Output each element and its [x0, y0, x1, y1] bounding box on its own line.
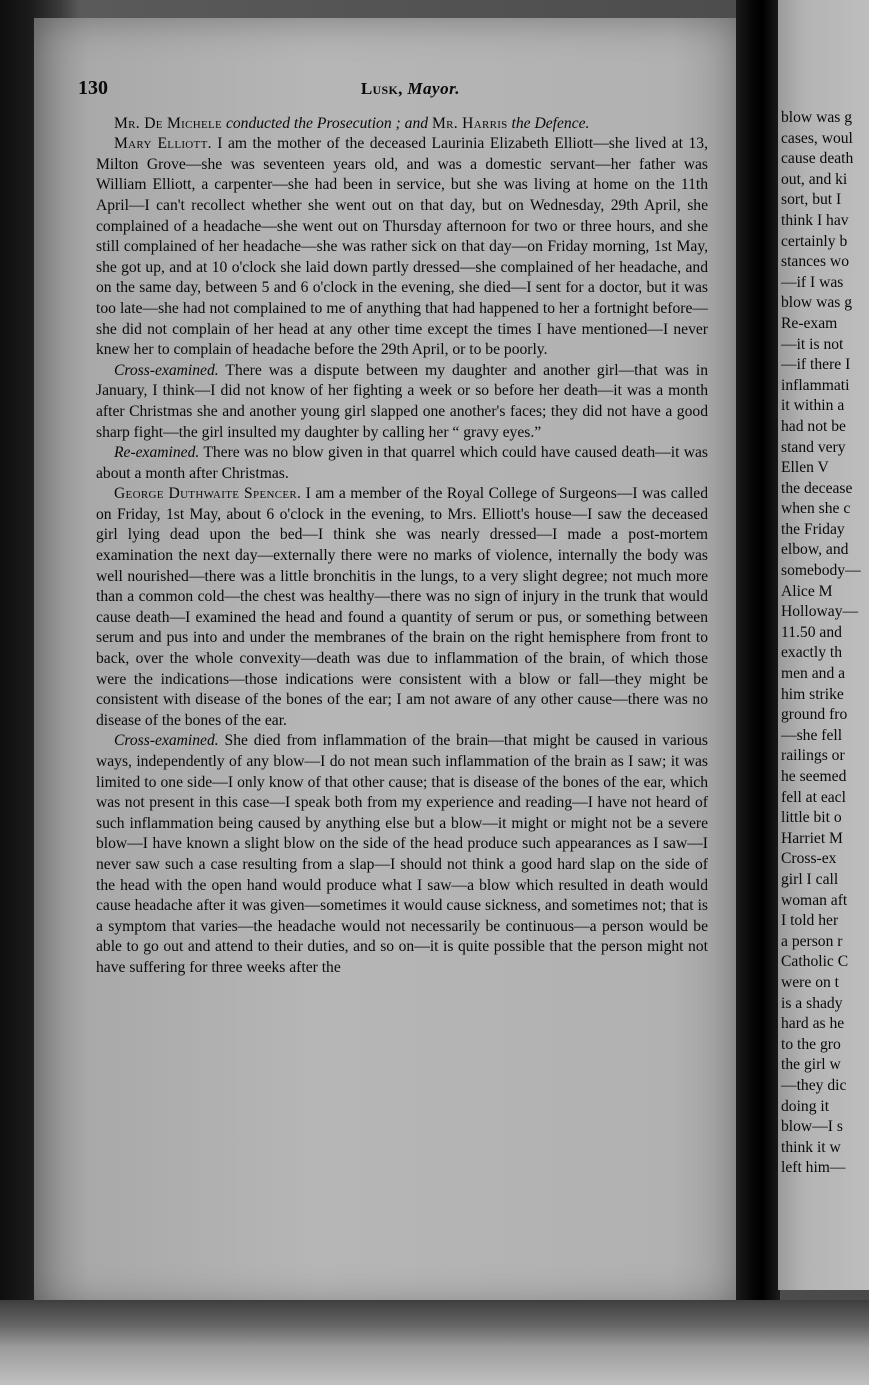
right-page-line: Re-exam: [781, 314, 838, 332]
right-page-line: him strike: [781, 685, 844, 703]
testimony-paragraph: [96, 484, 708, 731]
right-page-line: the Friday: [781, 520, 845, 538]
right-page-line: blow—I s: [781, 1118, 843, 1136]
right-page-line: stances wo: [781, 253, 849, 271]
right-page-line: a person r: [781, 932, 843, 950]
right-page-line: think I hav: [781, 211, 849, 229]
right-page-line: little bit o: [781, 809, 842, 827]
right-page-line: had not be: [781, 417, 846, 435]
speaker-lead: Re-examined.: [114, 444, 200, 462]
right-page-line: cases, woul: [781, 129, 853, 147]
right-page-line: the decease: [781, 479, 853, 497]
testimony-text: There was no blow given in that quarrel which could have caused death—it was about a month after Christmas.: [96, 444, 708, 482]
testimony-text: She died from inflammation of the brain—that might be caused in various ways, independently of any blow—I do not mean such inflammation of the brain as I saw; it was limited to one side—I only know of that other cause; that is disease of the bones of the ear, which was not present in this case—I speak both from my experience and reading—I have not heard of such inflammation being caused by anything else but a blow—it might or might not be a severe blow—I have known a slight blow on the side of the head produce such appearances as I saw—I never saw such a case resulting from a slap—I should not think a good hard slap on the side of the head with the open hand would produce what I saw—a blow which resulted in death would cause headache after it was given—sometimes it would cause sickness, and sometimes not; that is a symptom that varies—the headache would not necessarily be continuous—a person would be able to go out and attend to their duties, and so on—it is quite possible that the person might not have suffering for three weeks after the: [96, 732, 708, 976]
right-page-line: Alice M: [781, 582, 833, 600]
running-header: [78, 77, 708, 100]
prosecution-counsel: Mr. De Michele: [114, 114, 223, 132]
speaker-lead: Cross-examined.: [114, 732, 219, 750]
right-page-line: hard as he: [781, 1015, 845, 1033]
right-page-line: doing it: [781, 1097, 830, 1115]
book-gutter: [736, 0, 780, 1385]
running-title: [361, 79, 460, 100]
right-page-line: it within a: [781, 397, 845, 415]
right-page-line: blow was g: [781, 294, 853, 312]
right-page-line: ground fro: [781, 706, 848, 724]
counsel-text-2: the Defence.: [507, 114, 590, 132]
speaker-lead: George Duthwaite Spencer.: [114, 485, 302, 503]
right-page-line: stand very: [781, 438, 846, 456]
right-page-line: certainly b: [781, 232, 848, 250]
title-name: Lusk,: [360, 79, 403, 98]
testimony-paragraph: [96, 443, 708, 484]
right-page-line: think it w: [781, 1138, 841, 1156]
testimony-text: There was a dispute between my daughter and another girl—that was in January, I think—I did not know of her fighting a week or so before her death—it was a month after Christmas she and another young girl slapped one another's faces; they did not have a good sharp fight—the girl insulted my daughter by calling her “ gravy eyes.”: [96, 361, 708, 441]
right-page-line: men and a: [781, 665, 846, 683]
right-page-line: somebody—: [781, 562, 861, 580]
right-page-line: sort, but I: [781, 191, 842, 209]
right-page-line: —it is not: [781, 335, 844, 353]
right-page-line: —she fell: [781, 726, 843, 744]
right-page-line: inflammati: [781, 376, 850, 394]
right-page-line: Cross-ex: [781, 850, 837, 868]
right-page-line: out, and ki: [781, 170, 848, 188]
testimony-text: I am the mother of the deceased Laurinia Elizabeth Elliott—she lived at 13, Milton Grove—she was seventeen years old, and was a domestic servant—her father was William Elliott, a carpenter—she had been in service, but she was living at home on the 11th April—I can't recollect whether she went out on that day, but on Wednesday, 29th April, she complained of a headache—she went out on Thursday afternoon for two or three hours, and she still complained of her headache—she was rather sick on that day—on Friday morning, 1st May, she got up, and at 10 o'clock she laid down partly dressed—she complained of her headache, and on the same day, between 5 and 6 o'clock in the evening, she died—I sent for a doctor, but it was too late—she had not complained to me of anything that had happened to her a fortnight before—she did not complain of her head at any other time except the times I have mentioned—I never knew her to complain of headache before the 29th April, or to be poorly.: [96, 135, 708, 359]
right-page-line: Catholic C: [781, 953, 849, 971]
testimony-paragraph: [96, 134, 708, 361]
right-page-line: were on t: [781, 973, 840, 991]
right-page-line: exactly th: [781, 644, 843, 662]
right-page-line: girl I call: [781, 870, 839, 888]
right-page-line: —if I was: [781, 273, 844, 291]
right-page-line: the girl w: [781, 1056, 841, 1074]
testimony-paragraph: [96, 731, 708, 978]
right-page-line: I told her: [781, 912, 839, 930]
right-page-line: he seemed: [781, 768, 847, 785]
counsel-line: [96, 114, 708, 135]
speaker-lead: Cross-examined.: [114, 361, 219, 379]
right-page-line: cause death: [781, 150, 854, 168]
right-page-line: to the gro: [781, 1035, 841, 1053]
right-page-line: 11.50 and: [781, 623, 842, 641]
page-number: 130: [78, 77, 108, 99]
right-page-line: Holloway—: [781, 603, 859, 621]
right-page-line: Ellen V: [781, 459, 829, 477]
title-role: Mayor.: [407, 79, 460, 98]
right-page-line: is a shady: [781, 994, 843, 1012]
right-page-line: woman aft: [781, 891, 848, 909]
testimony-text: I am a member of the Royal College of Surgeons—I was called on Friday, 1st May, about 6 o'clock in the evening, to Mrs. Elliott's house—I saw the deceased girl lying dead upon the bed—I think she was nearly dressed—I made a post-mortem examination the next day—externally there were no marks of violence, internally the body was well nourished—there was a little bronchitis in the lungs, to a very slight degree; not much more than a common cold—the chest was healthy—there was no sign of injury in the trunk that would cause death—I examined the head and found a quantity of serum or pus, or something between serum and pus into and under the membranes of the brain on the right hemisphere from front to back, over the whole convexity—death was due to inflammation of the brain, of which those were the indications—those indications were consistent with a blow or fall—they might be consistent with disease of the bones of the ear; I am not aware of any other cause—there was no disease of the bones of the ear.: [96, 485, 708, 729]
right-page-line: —they dic: [781, 1076, 847, 1094]
right-page-text-fragments: [781, 108, 869, 1179]
right-page-line: railings or: [781, 747, 845, 765]
page-text: [78, 77, 708, 979]
right-page-line: left him—: [781, 1159, 846, 1177]
page-bottom-edge: [0, 1300, 869, 1385]
right-page-line: blow was g: [781, 109, 853, 126]
right-page-line: elbow, and: [781, 541, 849, 559]
speaker-lead: Mary Elliott.: [114, 135, 212, 153]
right-page-line: —if there I: [781, 356, 851, 374]
defence-counsel: Mr. Harris: [431, 114, 508, 132]
counsel-text-1: conducted the Prosecution ; and: [222, 114, 432, 132]
right-page-line: Harriet M: [781, 829, 843, 847]
right-page-line: when she c: [781, 500, 851, 518]
testimony-paragraph: [96, 361, 708, 443]
right-page-line: fell at eacl: [781, 788, 846, 806]
